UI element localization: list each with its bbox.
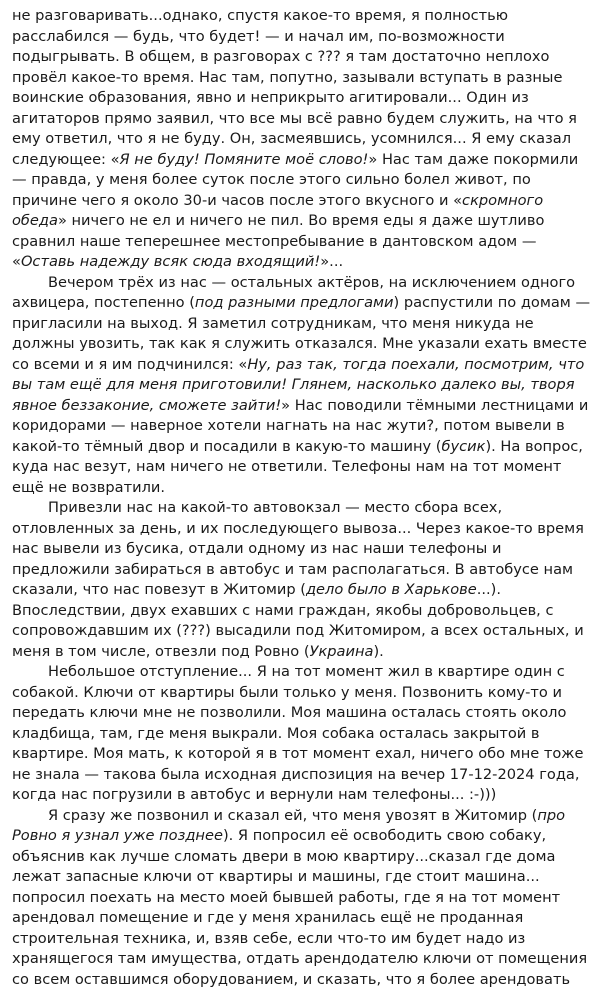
text-segment: »... <box>320 253 343 270</box>
text-segment: ). Я попросил её освободить свою собаку, объяснив как лучше сломать двери в мою квартиру...сказал где дома лежат запасные ключи от квартиры и машины, где стоит машина... попросил поехать на место моей бывшей работы, где я на тот момент арендовал помещение и где у меня хранилась ещё не проданная строительная техника, и, взяв себе, если что-то им будет надо из хранящегося там имущества, отдать арендодателю ключи от помещения со всем оставшимся оборудованием, и сказать, что я более арендовать <box>12 827 587 988</box>
text-segment: ). На вопрос, куда нас везут, нам ничего не ответили. Телефоны нам на тот момент ещё не возвратили. <box>12 438 583 496</box>
paragraph-4 <box>12 662 592 806</box>
italic-segment: бусик <box>441 438 485 455</box>
text-segment: Вечером трёх из нас — остальных актёров, на исключением одного ахвицера, постепенно ( <box>12 274 575 312</box>
text-segment: ...). Впоследствии, двух ехавших с нами граждан, якобы добровольцев, с сопровождавшим их (???) высадили под Житомиром, а всех остальных, и меня в том числе, отвезли под Ровно ( <box>12 581 584 660</box>
text-segment: » ничего не ел и ничего не пил. Во время еды я даже шутливо сравнил наше теперешнее местопребывание в дантовском адом — « <box>12 212 544 270</box>
italic-segment: дело было в Харькове <box>306 581 477 598</box>
text-segment: ) распустили по домам — пригласили на выход. Я заметил сотрудникам, что меня никуда не должны увозить, так как я служить отказался. Мне указали ехать вместе со всеми и я им подчинился: « <box>12 294 590 373</box>
text-segment: Небольшое отступление... Я на тот момент жил в квартире один с собакой. Ключи от квартиры были только у меня. Позвонить кому-то и передать ключи мне не позволили. Моя машина осталась стоять около кладбища, там, где меня выкрали. Моя собака осталась закрытой в квартире. Моя мать, к которой я в тот момент ехал, ничего обо мне тоже не знала — такова была исходная диспозиция на вечер 17-12-2024 года, когда нас погрузили в автобус и вернули нам телефоны... :-))) <box>12 663 583 803</box>
text-segment: Привезли нас на какой-то автовокзал — место сбора всех, отловленных за день, и их последующего вывоза... Через какое-то время нас вывели из бусика, отдали одному из нас наши телефоны и предложили забираться в автобус и там располагаться. В автобусе нам сказали, что нас повезут в Житомир ( <box>12 499 584 598</box>
paragraph-5 <box>12 806 592 990</box>
italic-segment: под разными предлогами <box>195 294 394 311</box>
text-segment: Я сразу же позвонил и сказал ей, что меня увозят в Житомир ( <box>48 807 537 824</box>
text-segment: » Нас поводили тёмными лестницами и коридорами — наверное хотели нагнать на нас жути?, потом вывели в какой-то тёмный двор и посадили в какую-то машину ( <box>12 397 588 455</box>
paragraph-1 <box>12 6 592 273</box>
italic-segment: про Ровно я узнал уже позднее <box>12 807 565 845</box>
paragraph-2 <box>12 273 592 499</box>
quote-segment: скромного обеда <box>12 192 543 230</box>
italic-segment: Украина <box>310 643 374 660</box>
quote-segment: Ну, раз так, тогда поехали, посмотрим, что вы там ещё для меня приготовили! Глянем, насколько далеко вы, творя явное беззаконие, сможете зайти! <box>12 356 584 414</box>
text-segment: не разговаривать...однако, спустя какое-то время, я полностью расслабился — будь, что будет! — и начал им, по-возможности подыгрывать. В общем, в разговорах с ??? я там достаточно неплохо провёл какое-то время. Нас там, попутно, зазывали вступать в разные воинские образования, явно и неприкрыто агитировали... Один из агитаторов прямо заявил, что все мы всё равно будем служить, на что я ему ответил, что я не буду. Он, засмеявшись, усомнился... Я ему сказал следующее: « <box>12 7 577 168</box>
text-segment: » Нас там даже покормили — правда, у меня более суток после этого сильно болел живот, по причине чего я около 30-и часов после этого вкусного и « <box>12 151 578 209</box>
paragraph-3 <box>12 498 592 662</box>
quote-segment: Оставь надежду всяк сюда входящий! <box>21 253 320 270</box>
quote-segment: Я не буду! Помяните моё слово! <box>120 151 369 168</box>
text-segment: ). <box>373 643 383 660</box>
